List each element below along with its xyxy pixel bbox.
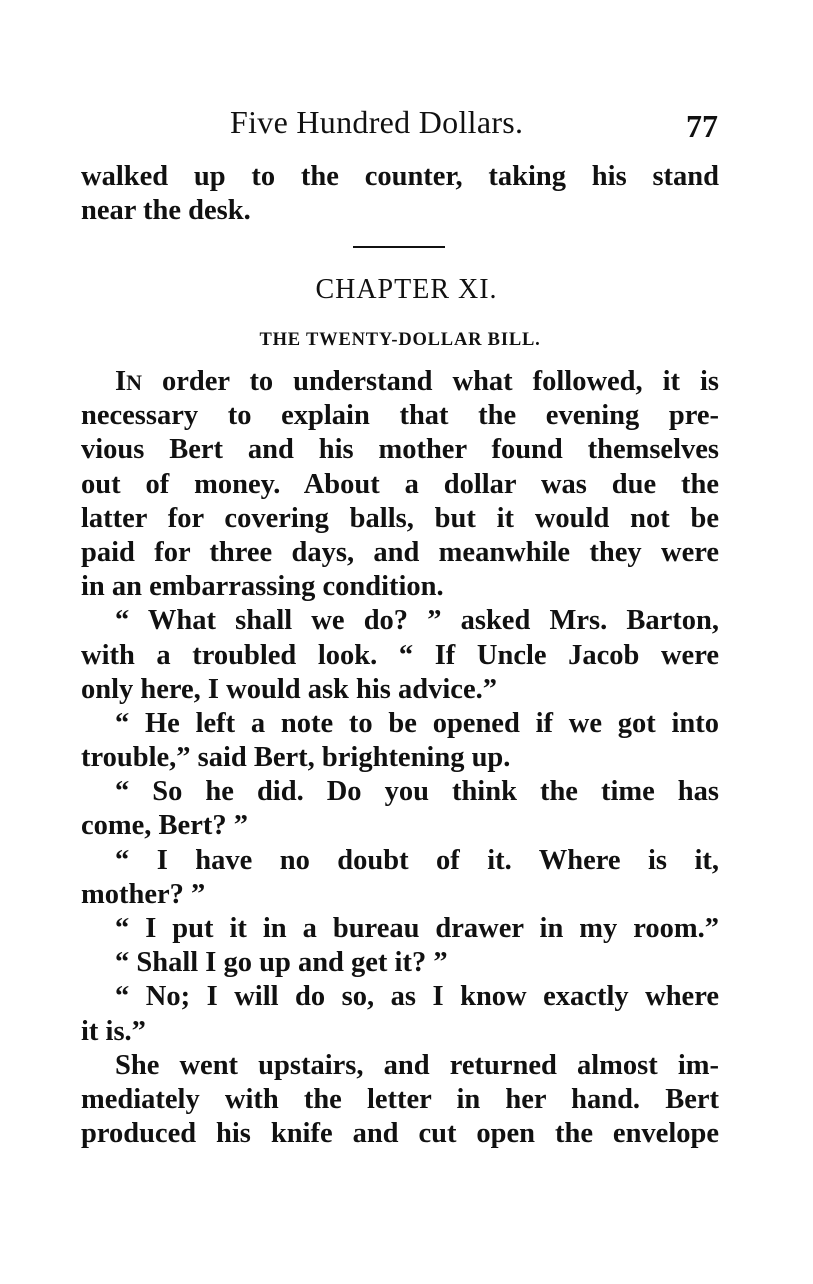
text-line: “ No; I will do so, as I know exactly where xyxy=(115,981,719,1013)
text-line: “ Shall I go up and get it? ” xyxy=(115,947,448,979)
text-line: only here, I would ask his advice.” xyxy=(81,673,497,705)
text-line: mother? ” xyxy=(81,878,206,910)
text-line: necessary to explain that the evening pre- xyxy=(81,400,719,432)
text-line: it is.” xyxy=(81,1015,146,1047)
text-line: “ What shall we do? ” asked Mrs. Barton, xyxy=(115,605,719,637)
text-line: near the desk. xyxy=(81,195,251,227)
smallcaps-letters: N xyxy=(126,370,142,395)
text-line: “ He left a note to be opened if we got into xyxy=(115,707,719,739)
text-line: “ I have no doubt of it. Where is it, xyxy=(115,844,719,876)
text-line: walked up to the counter, taking his stand xyxy=(81,161,719,192)
text-line: “ So he did. Do you think the time has xyxy=(115,776,719,808)
text-line: mediately with the letter in her hand. Bert xyxy=(81,1083,719,1115)
text-line: with a troubled look. “ If Uncle Jacob were xyxy=(81,639,719,671)
text-line: in an embarrassing condition. xyxy=(81,571,444,603)
text-line: paid for three days, and meanwhile they were xyxy=(81,536,719,568)
text-line: come, Bert? ” xyxy=(81,810,248,842)
running-title: Five Hundred Dollars. xyxy=(230,104,524,140)
section-divider xyxy=(353,246,445,248)
running-head xyxy=(0,104,813,144)
first-line-text: order to understand what followed, it is xyxy=(141,366,719,397)
text-line: “ I put it in a bureau drawer in my room.” xyxy=(115,913,719,944)
page-number: 77 xyxy=(686,108,718,144)
text-line: out of money. About a dollar was due the xyxy=(81,468,719,500)
drop-initial: I xyxy=(115,366,127,397)
text-line: She went upstairs, and returned almost im- xyxy=(115,1049,719,1081)
chapter-subtitle: THE TWENTY-DOLLAR BILL. xyxy=(259,330,541,350)
chapter-body xyxy=(81,365,719,1151)
text-line: latter for covering balls, but it would not be xyxy=(81,502,719,534)
top-paragraph xyxy=(81,160,719,228)
first-line xyxy=(81,365,719,399)
text-line: vious Bert and his mother found themselves xyxy=(81,434,719,466)
text-line: trouble,” said Bert, brightening up. xyxy=(81,742,511,774)
text-line: produced his knife and cut open the envelope xyxy=(81,1118,719,1150)
chapter-title: CHAPTER XI. xyxy=(315,274,498,305)
